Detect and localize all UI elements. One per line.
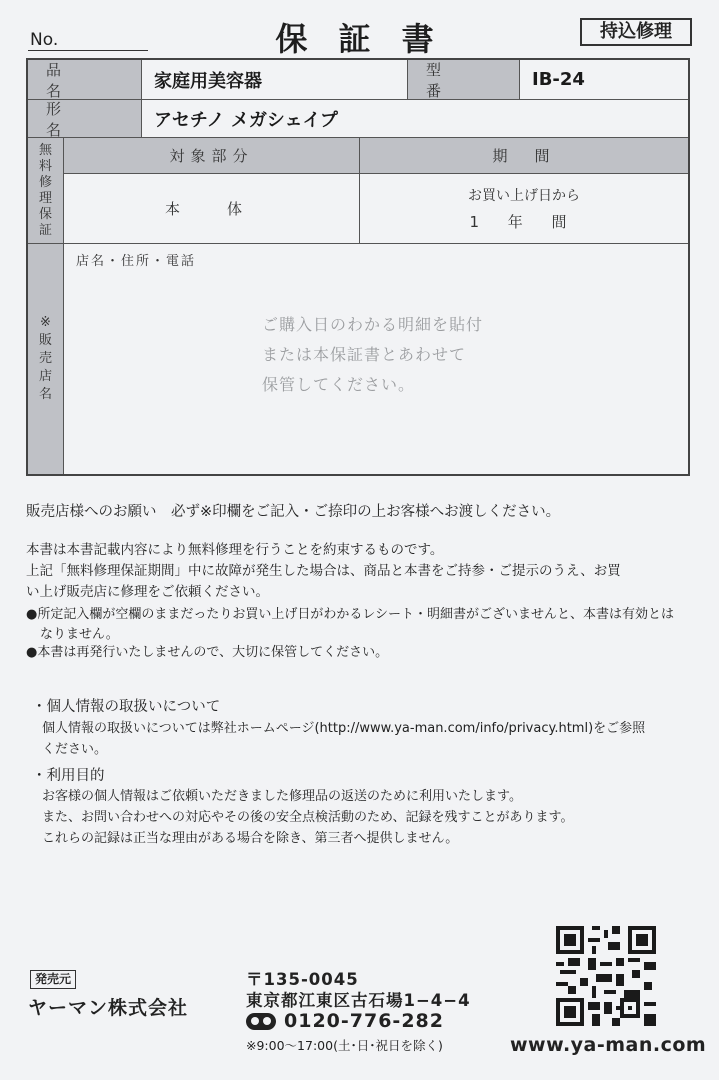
label-char: 証: [38, 222, 52, 238]
carry-in-repair-badge: 持込修理: [580, 18, 692, 46]
warranty-table: [26, 58, 690, 476]
period-line-2: 1 年 間: [469, 212, 579, 231]
period-value: [360, 174, 688, 244]
purpose-line-2: また、お問い合わせへの対応やその後の安全点検活動のため、記録を残すことがあります。: [42, 810, 574, 825]
label-char: 販: [38, 333, 52, 348]
free-repair-warranty-label: [28, 138, 64, 244]
label-char: 無: [38, 142, 52, 158]
promise-line-2: 上記「無料修理保証期間」中に故障が発生した場合は、商品と本書をご持参・ご提示のうえ、お買: [26, 563, 621, 579]
purpose-line-3: これらの記録は正当な理由がある場合を除き、第三者へ提供しません。: [42, 831, 459, 846]
label-char: 料: [38, 158, 52, 174]
postal-code: 〒135-0045: [246, 970, 359, 989]
period-line-1: お買い上げ日から: [468, 187, 580, 204]
seller-badge: 発売元: [30, 970, 76, 989]
phone-number: 0120-776-282: [284, 1010, 444, 1032]
hint-line: または本保証書とあわせて: [262, 345, 467, 364]
model-number-label: 型 番: [408, 60, 520, 100]
bullet-1-line-1: ●所定記入欄が空欄のままだったりお買い上げ日がわかるレシート・明細書がございませんと、本書は有効とは: [26, 607, 675, 622]
purpose-heading: ・利用目的: [32, 768, 105, 784]
label-char: 修: [38, 174, 52, 190]
company-address: 東京都江東区古石場1−4−4: [246, 991, 471, 1010]
store-name-label: [28, 244, 64, 474]
dealer-request: 販売店様へのお願い 必ず※印欄をご記入・ご捺印の上お客様へお渡しください。: [26, 504, 561, 520]
form-name-label: 形 名: [28, 100, 142, 138]
coverage-value: 本 体: [64, 174, 360, 244]
period-header: 期 間: [360, 138, 688, 174]
phone-number-row: [246, 1010, 444, 1032]
freedial-icon: [246, 1013, 276, 1030]
qr-code-icon[interactable]: [556, 926, 656, 1026]
receipt-hint: [262, 310, 483, 400]
model-number-value: IB-24: [520, 60, 688, 100]
privacy-body-line-1: 個人情報の取扱いについては弊社ホームページ(http://www.ya-man.com/info/privacy.html)をご参照: [42, 721, 646, 736]
company-name: ヤーマン株式会社: [28, 997, 189, 1019]
serial-number-label: No.: [30, 30, 59, 50]
label-char: ※: [40, 315, 51, 330]
label-char: 店: [38, 369, 52, 384]
product-name-label: 品 名: [28, 60, 142, 100]
label-char: 理: [38, 190, 52, 206]
store-field-header: 店名・住所・電話: [76, 254, 197, 269]
store-info-field[interactable]: [64, 244, 688, 474]
label-char: 保: [38, 206, 52, 222]
label-char: 名: [38, 387, 52, 402]
document-title: 保 証 書: [275, 20, 444, 58]
product-name-value: 家庭用美容器: [142, 60, 408, 100]
purpose-line-1: お客様の個人情報はご依頼いただきました修理品の返送のために利用いたします。: [42, 789, 522, 804]
privacy-heading: ・個人情報の取扱いについて: [32, 699, 221, 715]
privacy-body-line-2: ください。: [42, 742, 108, 757]
bullet-2: ●本書は再発行いたしませんので、大切に保管してください。: [26, 645, 389, 660]
website-link[interactable]: www.ya-man.com: [510, 1034, 707, 1056]
business-hours: ※9:00〜17:00(土･日･祝日を除く): [246, 1038, 443, 1053]
promise-line-1: 本書は本書記載内容により無料修理を行うことを約束するものです。: [26, 542, 444, 558]
hint-line: 保管してください。: [262, 375, 416, 394]
coverage-header: 対象部分: [64, 138, 360, 174]
promise-line-3: い上げ販売店に修理をご依頼ください。: [26, 584, 269, 600]
label-char: 売: [38, 351, 52, 366]
hint-line: ご購入日のわかる明細を貼付: [262, 315, 484, 334]
form-name-value: アセチノ メガシェイプ: [142, 100, 688, 138]
bullet-1-line-2: なりません。: [40, 627, 119, 642]
